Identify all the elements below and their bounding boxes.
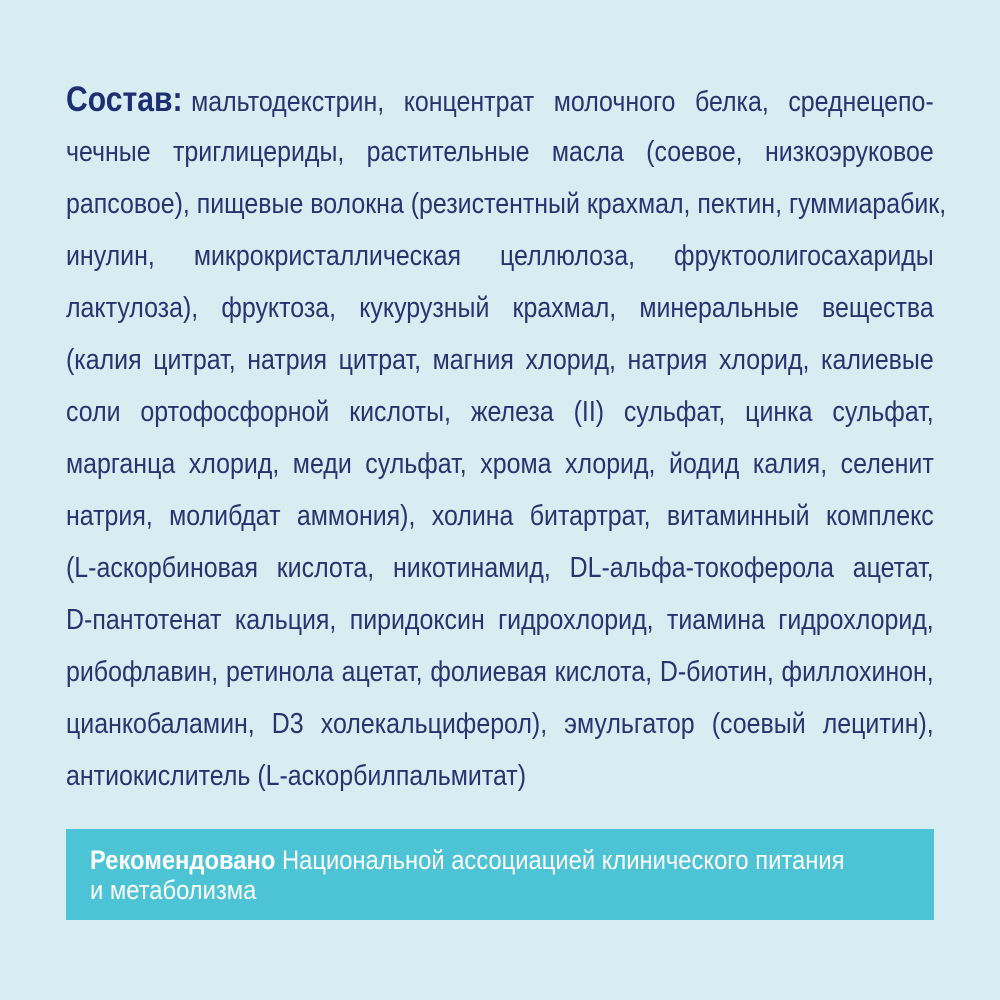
- composition-line-6: (калия цитрат, натрия цитрат, магния хлорид, натрия хлорид, калиевые: [66, 344, 934, 376]
- composition-line-7: соли ортофосфорной кислоты, железа (II) сульфат, цинка сульфат,: [66, 396, 934, 428]
- composition-title: Состав:: [66, 80, 183, 119]
- composition-line-1: [66, 74, 934, 126]
- composition-line-9: натрия, молибдат аммония), холина битартрат, витаминный комплекс: [66, 500, 934, 532]
- composition-line-5: лактулоза), фруктоза, кукурузный крахмал, минеральные вещества: [66, 292, 934, 324]
- banner-strong-text: Рекомендовано: [90, 845, 276, 875]
- composition-line-4: инулин, микрокристаллическая целлюлоза, фруктоолигосахариды: [66, 240, 934, 272]
- composition-line-12: рибофлавин, ретинола ацетат, фолиевая кислота, D-биотин, филлохинон,: [66, 656, 934, 688]
- composition-line-14: антиокислитель (L-аскорбилпальмитат): [66, 760, 527, 792]
- composition-line-13: цианкобаламин, D3 холекальциферол), эмульгатор (соевый лецитин),: [66, 708, 934, 740]
- banner-text-rest: Национальной ассоциацией клинического питания: [275, 845, 845, 875]
- banner-line-1: [90, 845, 845, 875]
- recommendation-banner: [66, 829, 934, 920]
- composition-line-3: рапсовое), пищевые волокна (резистентный крахмал, пектин, гуммиарабик,: [66, 188, 947, 220]
- composition-line-2: чечные триглицериды, растительные масла (соевое, низкоэруковое: [66, 136, 934, 168]
- composition-line-10: (L-аскорбиновая кислота, никотинамид, DL-альфа-токоферола ацетат,: [66, 552, 934, 584]
- composition-block: [66, 74, 947, 802]
- composition-text: мальтодекстрин, концентрат молочного белка, среднецепо-: [191, 86, 934, 118]
- composition-line-11: D-пантотенат кальция, пиридоксин гидрохлорид, тиамина гидрохлорид,: [66, 604, 934, 636]
- composition-line-8: марганца хлорид, меди сульфат, хрома хлорид, йодид калия, селенит: [66, 448, 934, 480]
- banner-line-2: и метаболизма: [90, 875, 257, 905]
